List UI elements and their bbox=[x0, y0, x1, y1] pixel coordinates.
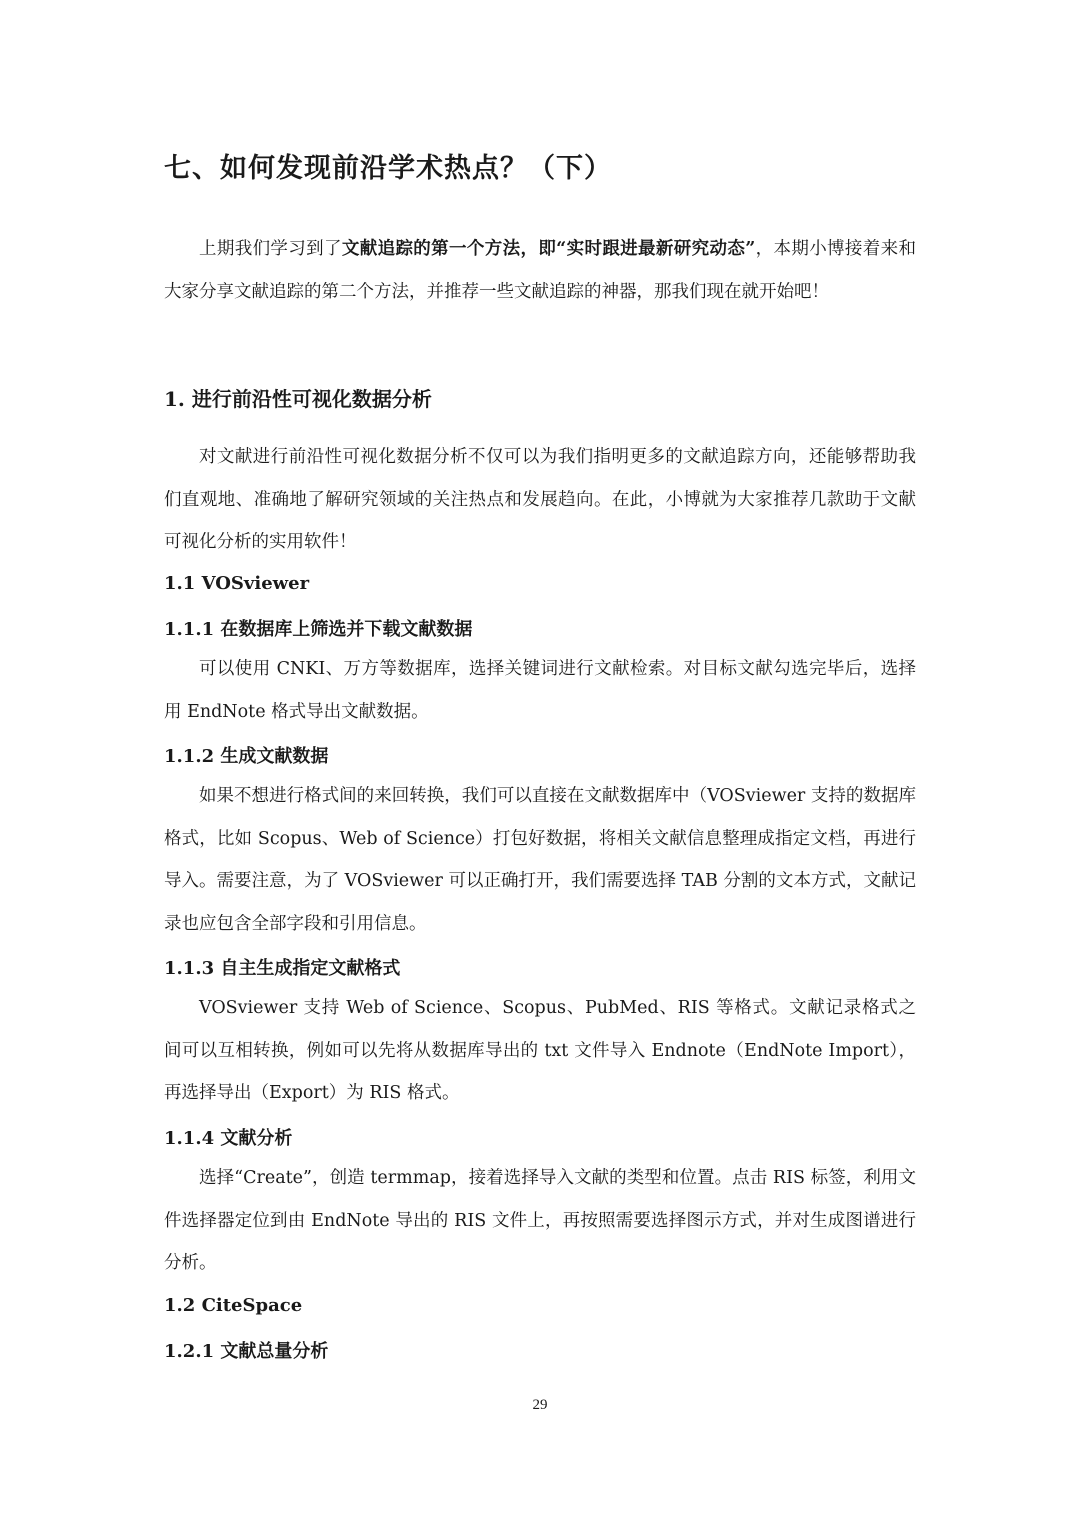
subsection-1-2-heading: 1.2 CiteSpace bbox=[164, 1295, 303, 1316]
subsection-1-1-1-heading: 1.1.1 在数据库上筛选并下载文献数据 bbox=[164, 619, 473, 640]
intro-bold-text: 文献追踪的第一个方法，即“实时跟进最新研究动态” bbox=[341, 239, 756, 259]
subsection-1-2-1-heading: 1.2.1 文献总量分析 bbox=[164, 1341, 329, 1362]
section-1-heading: 1. 进行前沿性可视化数据分析 bbox=[164, 387, 432, 411]
subsection-1-1-2-paragraph: 如果不想进行格式间的来回转换，我们可以直接在文献数据库中（VOSviewer 支持的数据库格式，比如 Scopus、Web of Science）打包好数据，将相关文献信息整理成指定文档，再进行导入。需要注意，为了 VOSviewer 可以正确打开，我们需要选择 TAB 分割的文本方式，文献记录也应包含全部字段和引用信息。 bbox=[164, 786, 916, 934]
intro-paragraph bbox=[164, 228, 916, 313]
subsection-1-1-4-heading: 1.1.4 文献分析 bbox=[164, 1128, 293, 1149]
subsection-1-1-3-paragraph: VOSviewer 支持 Web of Science、Scopus、PubMed、RIS 等格式。文献记录格式之间可以互相转换，例如可以先将从数据库导出的 txt 文件导入 Endnote（EndNote Import），再选择导出（Export）为 RIS 格式。 bbox=[164, 998, 916, 1103]
intro-text-start: 上期我们学习到了 bbox=[199, 239, 342, 259]
page-number: 29 bbox=[532, 1397, 548, 1413]
subsection-1-1-4-paragraph: 选择“Create”，创造 termmap，接着选择导入文献的类型和位置。点击 RIS 标签，利用文件选择器定位到由 EndNote 导出的 RIS 文件上，再按照需要选择图示方式，并对生成图谱进行分析。 bbox=[164, 1168, 916, 1273]
chapter-title: 七、如何发现前沿学术热点？（下） bbox=[164, 153, 612, 184]
intro-text-end: ，本期小博接着来和大家分享文献追踪的第二个方法，并推荐一些文献追踪的神器，那我们现在就开始吧！ bbox=[164, 239, 916, 302]
subsection-1-1-1-paragraph: 可以使用 CNKI、万方等数据库，选择关键词进行文献检索。对目标文献勾选完毕后，选择用 EndNote 格式导出文献数据。 bbox=[164, 659, 916, 722]
subsection-1-1-3-heading: 1.1.3 自主生成指定文献格式 bbox=[164, 958, 401, 979]
subsection-1-1-heading: 1.1 VOSviewer bbox=[164, 573, 310, 594]
subsection-1-1-2-heading: 1.1.2 生成文献数据 bbox=[164, 746, 329, 767]
section-1-paragraph: 对文献进行前沿性可视化数据分析不仅可以为我们指明更多的文献追踪方向，还能够帮助我们直观地、准确地了解研究领域的关注热点和发展趋向。在此，小博就为大家推荐几款助于文献可视化分析的实用软件！ bbox=[164, 447, 916, 552]
